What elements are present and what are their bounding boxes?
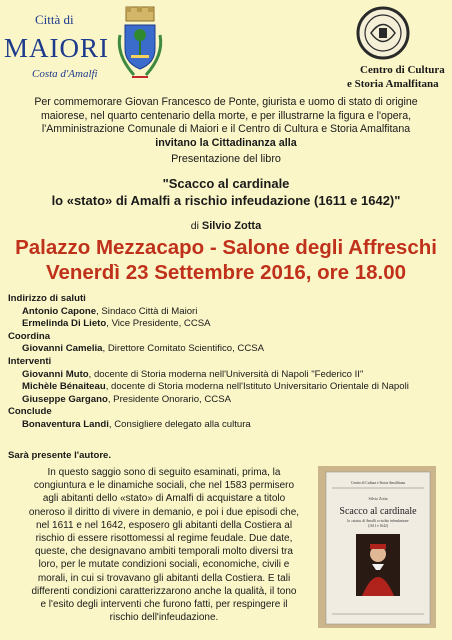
header: [0, 0, 452, 95]
city-name: MAIORI: [4, 33, 109, 63]
cover-author: Silvio Zotta: [368, 496, 388, 501]
program-item: [8, 419, 448, 432]
intro-line: maiorese, nel quarto centenario della morte, e per illustrarne la figura e l'opera,: [40, 109, 412, 122]
program-heading-saluti: Indirizzo di saluti: [8, 293, 86, 304]
program-heading-interventi: Interventi: [8, 355, 52, 367]
speaker-name: Giovanni Camelia: [22, 343, 103, 355]
program-item: [8, 381, 448, 394]
abstract-line: e l'esito degli interventi che furono fatti, per respingere il: [40, 599, 288, 611]
speaker-role: , docente di Storia moderna nell'Università di Napoli "Federico II": [88, 368, 364, 380]
program-item: [8, 318, 448, 331]
abstract-line: morali, in cui si trovavano gli abitanti della Costiera. E tali: [37, 572, 291, 584]
program-heading-coordina: Coordina: [8, 330, 51, 342]
intro-line: l'Amministrazione Comunale di Maiori e il Centro di Cultura e Storia Amalfitana: [41, 123, 411, 136]
abstract-line: queste, che designavano ambiti temporali molto diversi tra: [35, 546, 293, 558]
program-item: [8, 306, 448, 319]
abstract-line: nel 1611 e nel 1642, esposero gli abitanti della Costiera al: [35, 519, 293, 531]
abstract-line: congiuntura e le dinamiche sociali, che nel 1583 permisero: [33, 480, 295, 492]
abstract-line: agli abitanti dello «stato» di Amalfi di acquistare a titolo: [42, 493, 286, 505]
program-item: [8, 394, 448, 407]
speaker-name: Giuseppe Gargano: [22, 393, 108, 405]
program-heading-conclude: Conclude: [8, 406, 52, 418]
book-author: [0, 220, 452, 232]
abstract-line: In questo saggio sono di seguito esaminati, prima, la: [47, 467, 281, 478]
program-item: [8, 369, 448, 382]
author-prefix: di: [190, 220, 199, 232]
abstract: [20, 466, 308, 624]
speaker-name: Giovanni Muto: [22, 368, 89, 380]
abstract-line: rischio di essere risottomessi al regime feudale. Due date,: [35, 533, 293, 545]
speaker-name: Antonio Capone: [22, 305, 97, 317]
centre-name-line2: e Storia Amalfitana: [347, 78, 439, 90]
book-cover-image: [318, 466, 436, 628]
venue: [0, 235, 452, 285]
abstract-line: oneroso il diritto di vivere in demanio, e poi i due episodi che,: [28, 506, 300, 518]
speaker-name: Ermelinda Di Lieto: [22, 318, 107, 330]
venue-date: Venerdì 23 Settembre 2016, ore 18.00: [45, 261, 407, 284]
abstract-line: rischio dell'infeudazione.: [109, 612, 219, 624]
intro-text: [12, 96, 440, 137]
author-present-note: Sarà presente l'autore.: [8, 450, 112, 461]
abstract-line: differenti condizioni caratterizzarono anche la qualità, il tono: [31, 585, 297, 597]
cover-subtitle: lo «stato» di Amalfi a rischio infeudazione: [347, 519, 409, 523]
program: [8, 293, 448, 432]
program-item: [8, 343, 448, 356]
speaker-role: , Vice Presidente, CCSA: [106, 318, 211, 330]
cover-publisher: Centro di Cultura e Storia Amalfitana: [351, 481, 405, 485]
city-subtitle: Costa d'Amalfi: [32, 68, 98, 80]
speaker-role: , Consigliere delegato alla cultura: [108, 418, 251, 430]
venue-place: Palazzo Mezzacapo - Salone degli Affreschi: [15, 236, 437, 259]
speaker-name: Bonaventura Landi: [22, 418, 109, 430]
speaker-role: , Direttore Comitato Scientifico, CCSA: [102, 343, 265, 355]
invite-text: invitano la Cittadinanza alla: [155, 137, 297, 149]
centre-name-line1: Centro di Cultura: [360, 64, 445, 76]
speaker-role: , docente di Storia moderna nell'Istituto Universitario Orientale di Napoli: [105, 381, 409, 393]
author-name: Silvio Zotta: [201, 220, 262, 232]
intro-line: Per commemorare Giovan Francesco de Ponte, giurista e uomo di stato di origine: [34, 96, 418, 108]
ccsa-seal-icon: [356, 6, 410, 60]
city-label: Città di: [35, 12, 74, 27]
book-title: [0, 175, 452, 209]
maiori-crest-icon: [114, 5, 166, 87]
book-title-line2: lo «stato» di Amalfi a rischio infeudazione (1611 e 1642)": [51, 193, 401, 208]
speaker-role: , Presidente Onorario, CCSA: [107, 393, 232, 405]
cover-title: Scacco al cardinale: [339, 506, 417, 517]
book-title-line1: "Scacco al cardinale: [162, 176, 290, 191]
presentation-label: Presentazione del libro: [171, 153, 281, 165]
speaker-role: , Sindaco Città di Maiori: [96, 305, 198, 317]
cover-subtitle-years: (1611 e 1642): [367, 524, 389, 528]
speaker-name: Michèle Bénaiteau: [22, 381, 106, 393]
abstract-line: loro, per le mutate condizioni sociali, economiche, civili e: [38, 559, 290, 571]
